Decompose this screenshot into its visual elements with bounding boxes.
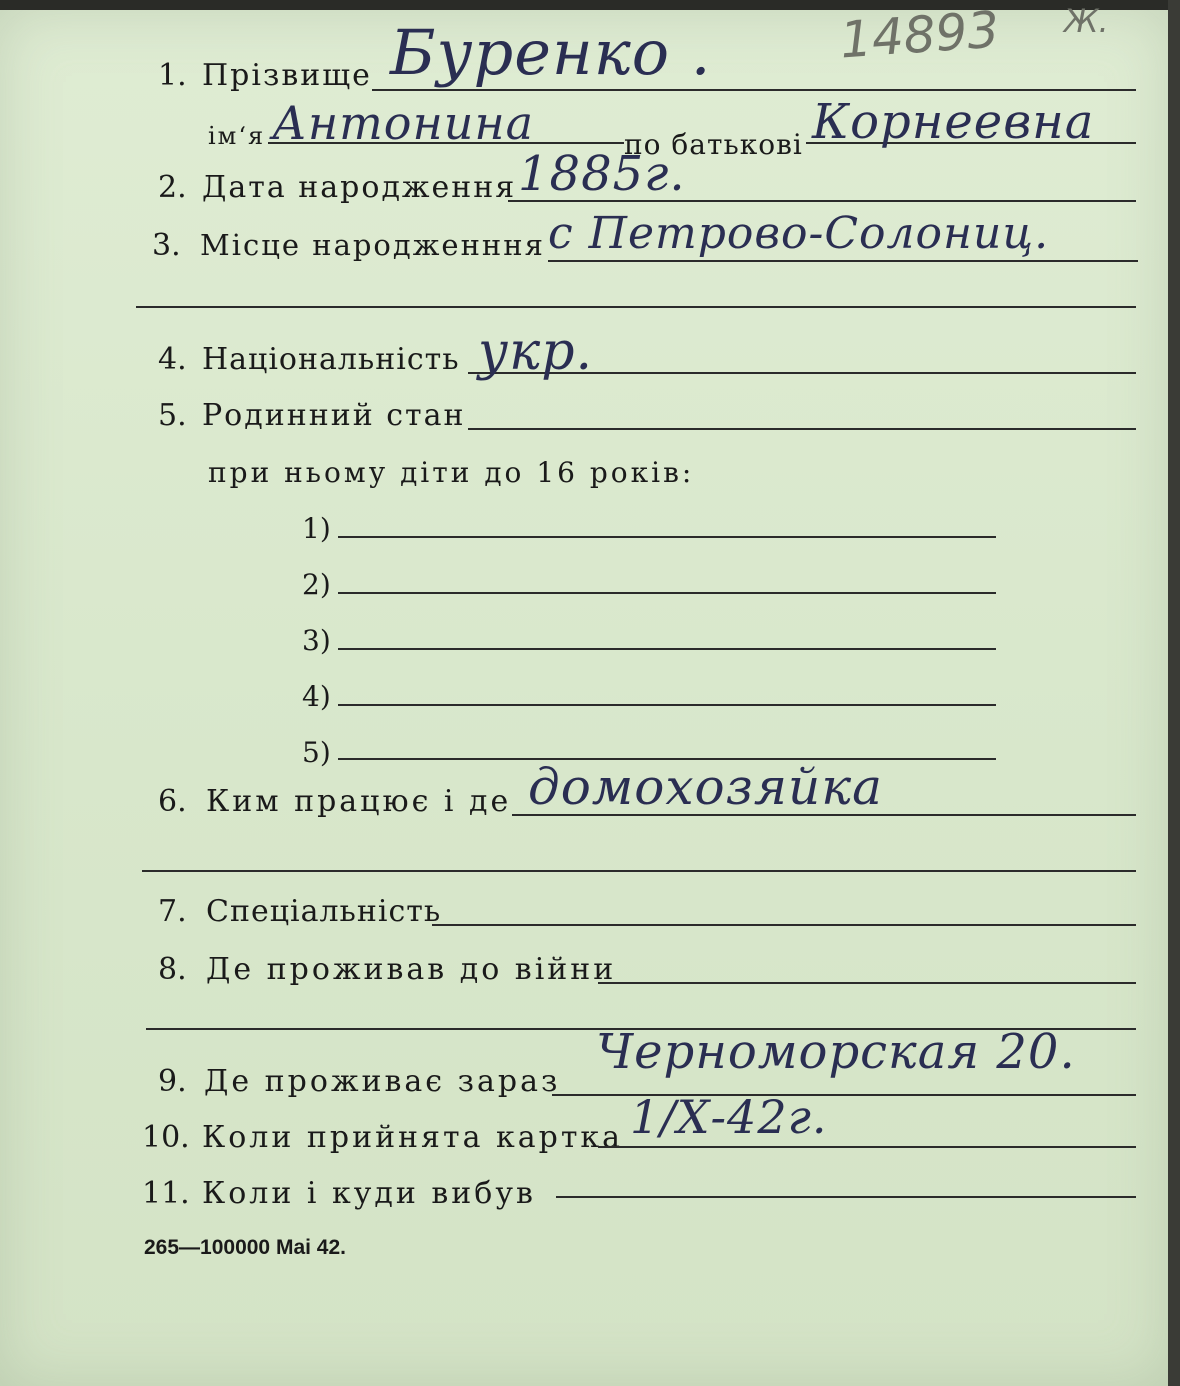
child-5-number: 5) — [302, 736, 331, 769]
field-1-patronymic-value[interactable]: Корнеевна — [812, 94, 1095, 150]
field-6-line-2 — [142, 870, 1136, 872]
child-2-number: 2) — [302, 568, 331, 601]
field-11-line — [556, 1196, 1136, 1198]
field-6-number: 6. — [158, 784, 187, 819]
children-label: при ньому діти до 16 років: — [208, 456, 695, 489]
field-10-value[interactable]: 1/Х-42г. — [630, 1090, 828, 1144]
field-10-label: Коли прийнята картка — [202, 1120, 624, 1155]
field-8-line — [598, 982, 1136, 984]
print-run-footer: 265—100000 Mai 42. — [144, 1236, 346, 1259]
field-10-line — [598, 1146, 1136, 1148]
field-9-value[interactable]: Черноморская 20. — [596, 1024, 1076, 1080]
field-7-line — [432, 924, 1136, 926]
field-2-value[interactable]: 1885г. — [518, 146, 686, 202]
field-1-first-name-label: ім‘я — [208, 122, 266, 150]
field-6-label: Ким працює і де — [206, 784, 512, 819]
child-2-line — [338, 592, 996, 594]
field-11-number: 11. — [142, 1176, 190, 1211]
field-5-number: 5. — [158, 398, 187, 433]
field-1-first-name-value[interactable]: Антонина — [272, 96, 535, 150]
field-1-patronymic-label: по батькові — [624, 128, 803, 161]
field-7-number: 7. — [158, 894, 187, 929]
child-4-number: 4) — [302, 680, 331, 713]
scan-right-edge — [1168, 0, 1180, 1386]
field-11-label: Коли і куди вибув — [202, 1176, 536, 1211]
field-6-value[interactable]: домохозяйка — [528, 758, 883, 816]
field-4-number: 4. — [158, 342, 187, 377]
archive-mark: Ж. — [1064, 2, 1109, 40]
field-1-value[interactable]: Буренко . — [390, 16, 712, 89]
child-3-number: 3) — [302, 624, 331, 657]
field-4-value[interactable]: укр. — [478, 322, 594, 382]
archive-number: 14893 — [838, 0, 1001, 70]
field-5-line — [468, 428, 1136, 430]
child-1-line — [338, 536, 996, 538]
field-10-number: 10. — [142, 1120, 190, 1155]
child-4-line — [338, 704, 996, 706]
field-9-label: Де проживає зараз — [204, 1064, 561, 1099]
field-5-label: Родинний стан — [202, 398, 466, 433]
field-2-number: 2. — [158, 170, 187, 205]
field-3-label: Місце народженння — [200, 228, 545, 262]
field-4-label: Національність — [202, 342, 460, 377]
field-3-line — [548, 260, 1138, 262]
field-3-value[interactable]: с Петрово-Солониц. — [548, 208, 1050, 259]
field-3-line-2 — [136, 306, 1136, 308]
field-1-line — [372, 89, 1136, 91]
field-8-number: 8. — [158, 952, 187, 987]
field-1-number: 1. — [158, 58, 187, 93]
field-2-label: Дата народження — [202, 170, 517, 205]
field-1-label: Прізвище — [202, 58, 372, 93]
field-8-label: Де проживав до війни — [206, 952, 617, 987]
field-7-label: Спеціальність — [206, 894, 442, 929]
child-3-line — [338, 648, 996, 650]
field-3-number: 3. — [152, 228, 181, 263]
child-1-number: 1) — [302, 512, 331, 545]
field-9-number: 9. — [158, 1064, 187, 1099]
